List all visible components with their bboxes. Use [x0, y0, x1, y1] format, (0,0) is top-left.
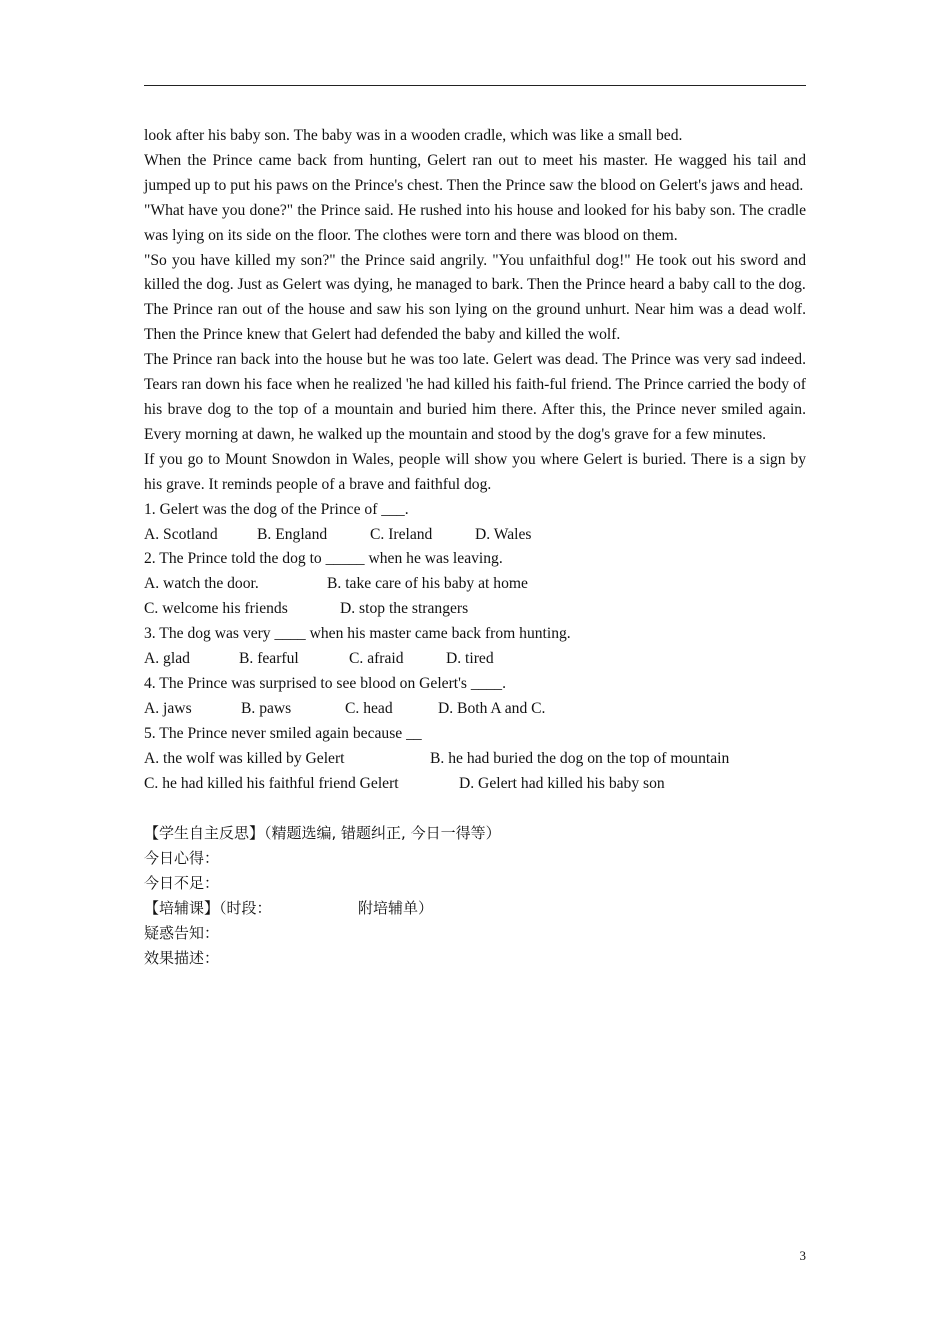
question-3-option-c: C. afraid: [349, 650, 404, 668]
question-1-options: [144, 523, 806, 548]
question-2-stem: 2. The Prince told the dog to _____ when he was leaving.: [144, 550, 503, 568]
header-rule: [144, 85, 806, 86]
question-4-option-d: D. Both A and C.: [438, 699, 546, 717]
passage-paragraph-5: The Prince ran out of the house and saw his son lying on the ground unhurt. Near him was a dead wolf. Then the Prince knew that Gelert had defended the baby and killed the wolf.: [144, 301, 806, 344]
passage-paragraph-6: The Prince ran back into the house but he was too late. Gelert was dead. The Prince was very sad indeed. Tears ran down his face when he realized 'he had killed his faith-ful friend. The Prince carried the body of his brave dog to the top of a mountain and buried him there. After this, the Prince never smiled again. Every morning at dawn, he walked up the mountain and stood by the dog's grave for a few minutes.: [144, 351, 806, 443]
question-4-stem: 4. The Prince was surprised to see blood on Gelert's ____.: [144, 674, 506, 692]
passage-paragraph-4: "So you have killed my son?" the Prince said angrily. "You unfaithful dog!" He took out his sword and killed the dog. Just as Gelert was dying, he managed to bark. Then the Prince heard a baby call to the dog.: [144, 251, 806, 294]
question-4-options: [144, 697, 806, 722]
doubts-label: 疑惑告知：: [144, 923, 220, 942]
passage-paragraph-3: "What have you done?" the Prince said. He rushed into his house and looked for his baby son. The cradle was lying on its side on the floor. The clothes were torn and there was blood on them.: [144, 201, 806, 244]
question-3-options: [144, 647, 806, 672]
question-5-option-d: D. Gelert had killed his baby son: [459, 774, 665, 792]
question-5-option-a: A. the wolf was killed by Gelert: [144, 749, 345, 767]
reflection-heading: 【学生自主反思】（精题选编, 错题纠正, 今日一得等）: [144, 824, 501, 843]
question-4-option-c: C. head: [345, 699, 393, 717]
passage-paragraph-2: When the Prince came back from hunting, Gelert ran out to meet his master. He wagged his tail and jumped up to put his paws on the Prince's chest. Then the Prince saw the blood on Gelert's jaws and head.: [144, 151, 806, 194]
effect-label: 效果描述：: [144, 948, 220, 967]
question-2-options-row-2: [144, 597, 806, 622]
question-1-option-d: D. Wales: [475, 525, 532, 543]
question-5-options-row-1: [144, 747, 806, 772]
question-1-option-a: A. Scotland: [144, 525, 218, 543]
blank-line: [144, 796, 806, 821]
question-3-option-a: A. glad: [144, 650, 190, 668]
tutoring-heading-end: 附培辅单）: [358, 899, 434, 918]
question-3-stem: 3. The dog was very ____ when his master came back from hunting.: [144, 625, 571, 643]
question-4-option-b: B. paws: [241, 699, 292, 717]
question-1-stem: 1. Gelert was the dog of the Prince of ___.: [144, 500, 409, 518]
question-5-stem: 5. The Prince never smiled again because __: [144, 724, 422, 742]
today-shortfall-label: 今日不足：: [144, 874, 220, 893]
passage-paragraph-7: If you go to Mount Snowdon in Wales, people will show you where Gelert is buried. There is a sign by his grave. It reminds people of a brave and faithful dog.: [144, 450, 806, 493]
question-3-option-b: B. fearful: [239, 650, 299, 668]
question-2-option-b: B. take care of his baby at home: [327, 575, 528, 593]
question-2-options-row-1: [144, 572, 806, 597]
question-5-option-b: B. he had buried the dog on the top of mountain: [430, 749, 730, 767]
question-2-option-c: C. welcome his friends: [144, 600, 288, 618]
today-gain-label: 今日心得：: [144, 849, 220, 868]
question-2-option-d: D. stop the strangers: [340, 600, 469, 618]
tutoring-heading-start: 【培辅课】（时段：: [144, 899, 272, 918]
question-5-options-row-2: [144, 772, 806, 797]
question-3-option-d: D. tired: [446, 650, 494, 668]
tutoring-heading: [144, 896, 806, 921]
question-1-option-b: B. England: [257, 525, 328, 543]
question-4-option-a: A. jaws: [144, 699, 192, 717]
document-body: [144, 124, 806, 971]
question-1-option-c: C. Ireland: [370, 525, 433, 543]
question-5-option-c: C. he had killed his faithful friend Gelert: [144, 774, 399, 792]
question-2-option-a: A. watch the door.: [144, 575, 259, 593]
page-number: 3: [799, 1248, 806, 1263]
passage-paragraph-1: look after his baby son. The baby was in a wooden cradle, which was like a small bed.: [144, 127, 683, 144]
